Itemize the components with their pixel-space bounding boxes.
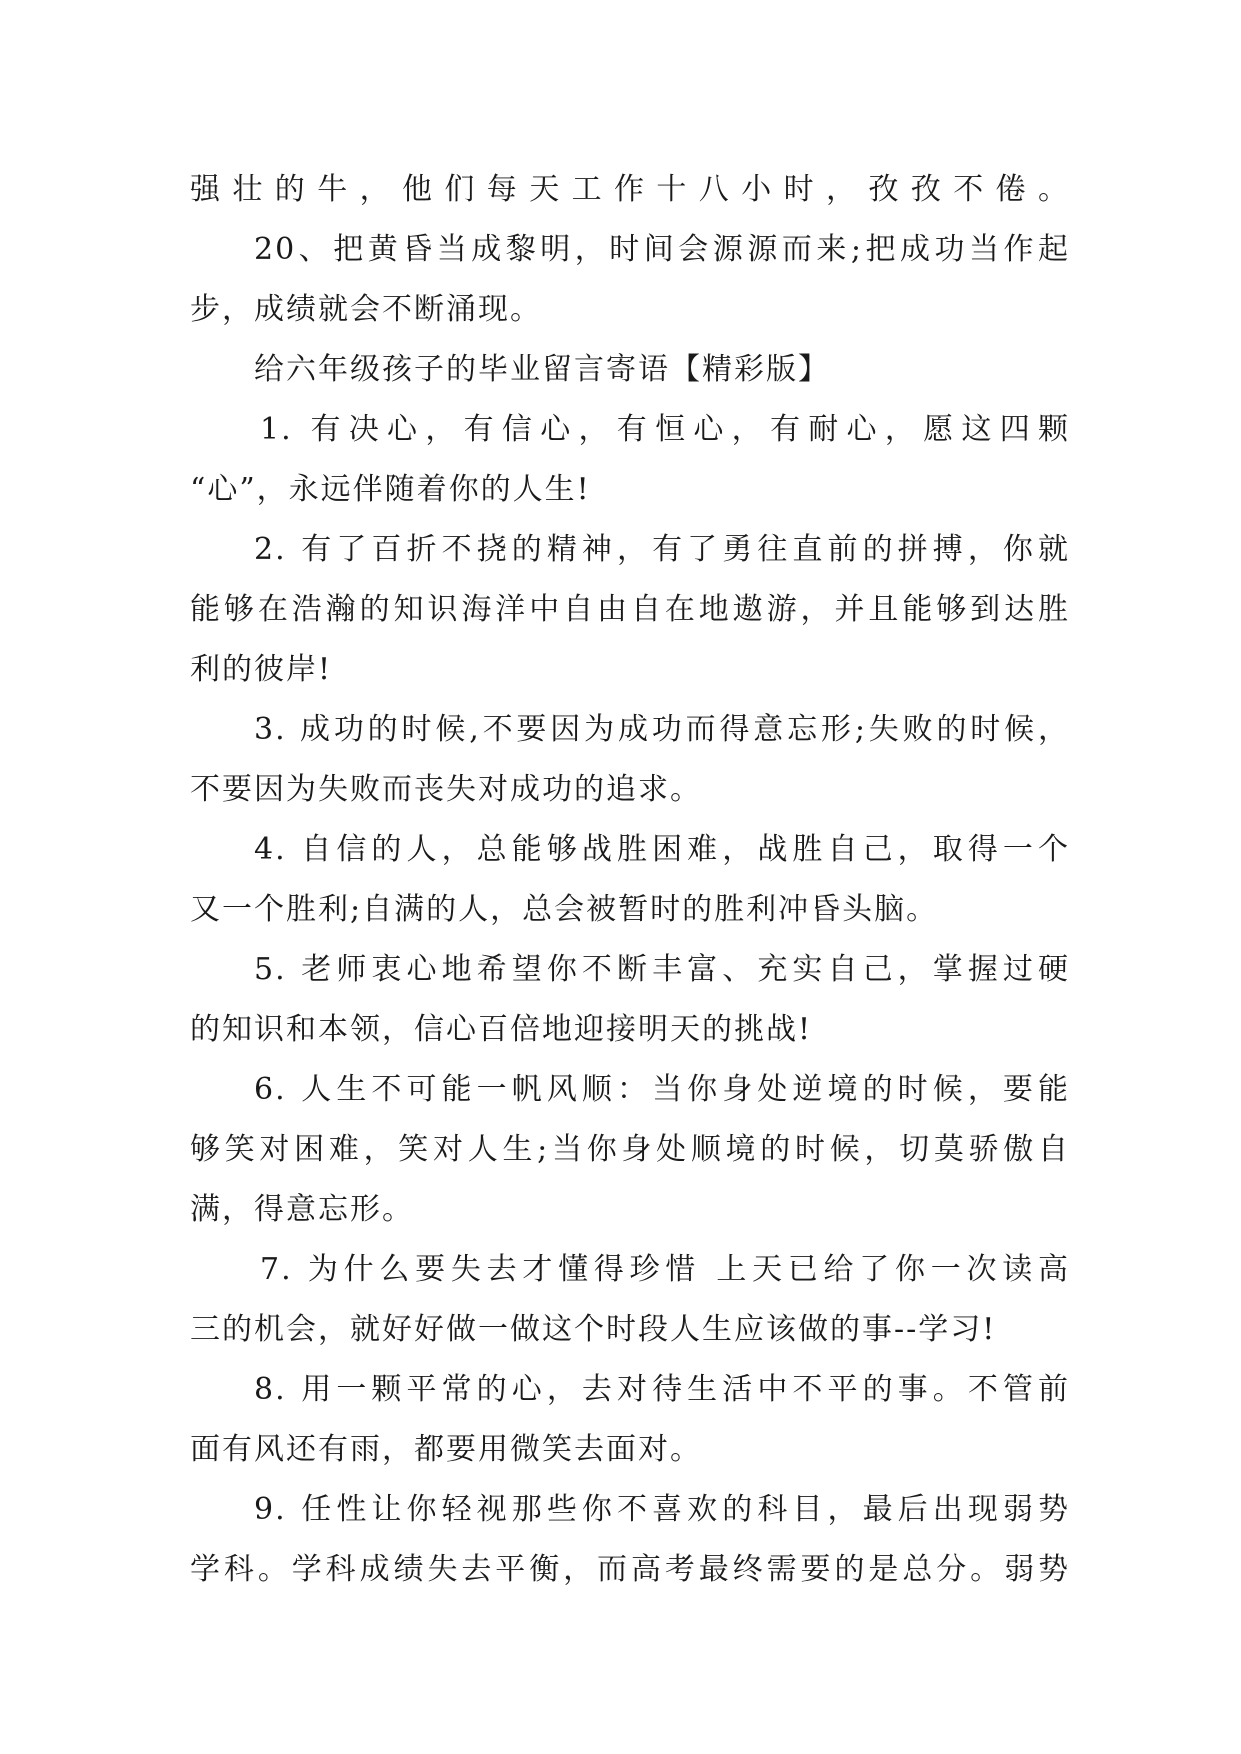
paragraph-line: 学科。学科成绩失去平衡，而高考最终需要的是总分。弱势 — [190, 1552, 1070, 1587]
paragraph-line: 利的彼岸! — [190, 652, 333, 687]
paragraph-line: 7. 为什么要失去才懂得珍惜 上天已给了你一次读高 — [260, 1252, 1070, 1287]
paragraph-line: 又一个胜利;自满的人，总会被暂时的胜利冲昏头脑。 — [190, 892, 939, 927]
paragraph-line: 1. 有决心，有信心，有恒心，有耐心，愿这四颗 — [260, 412, 1070, 447]
paragraph-line: “心”，永远伴随着你的人生! — [190, 472, 591, 507]
paragraph-line: 三的机会，就好好做一做这个时段人生应该做的事--学习! — [190, 1312, 997, 1347]
paragraph-line: 20、把黄昏当成黎明，时间会源源而来;把成功当作起 — [254, 232, 1070, 267]
paragraph-line: 3. 成功的时候,不要因为成功而得意忘形;失败的时候， — [254, 712, 1070, 747]
paragraph-line: 2. 有了百折不挠的精神，有了勇往直前的拼搏，你就 — [254, 532, 1070, 567]
paragraph-line: 够笑对困难，笑对人生;当你身处顺境的时候，切莫骄傲自 — [190, 1132, 1070, 1167]
paragraph-line: 步，成绩就会不断涌现。 — [190, 292, 542, 327]
paragraph-line: 8. 用一颗平常的心，去对待生活中不平的事。不管前 — [254, 1372, 1070, 1407]
paragraph-line: 6. 人生不可能一帆风顺：当你身处逆境的时候，要能 — [254, 1072, 1070, 1107]
paragraph-line: 不要因为失败而丧失对成功的追求。 — [190, 772, 702, 807]
paragraph-line: 能够在浩瀚的知识海洋中自由自在地遨游，并且能够到达胜 — [190, 592, 1070, 627]
paragraph-line: 9. 任性让你轻视那些你不喜欢的科目，最后出现弱势 — [254, 1492, 1070, 1527]
paragraph-line: 满，得意忘形。 — [190, 1192, 414, 1227]
paragraph-line: 强壮的牛，他们每天工作十八小时，孜孜不倦。 — [190, 172, 1070, 207]
paragraph-line: 的知识和本领，信心百倍地迎接明天的挑战! — [190, 1012, 813, 1047]
paragraph-line: 4. 自信的人，总能够战胜困难，战胜自己，取得一个 — [254, 832, 1070, 867]
section-heading: 给六年级孩子的毕业留言寄语【精彩版】 — [254, 352, 830, 387]
paragraph-line: 5. 老师衷心地希望你不断丰富、充实自己，掌握过硬 — [254, 952, 1070, 987]
document-body — [190, 160, 1070, 1600]
paragraph-line: 面有风还有雨，都要用微笑去面对。 — [190, 1432, 702, 1467]
